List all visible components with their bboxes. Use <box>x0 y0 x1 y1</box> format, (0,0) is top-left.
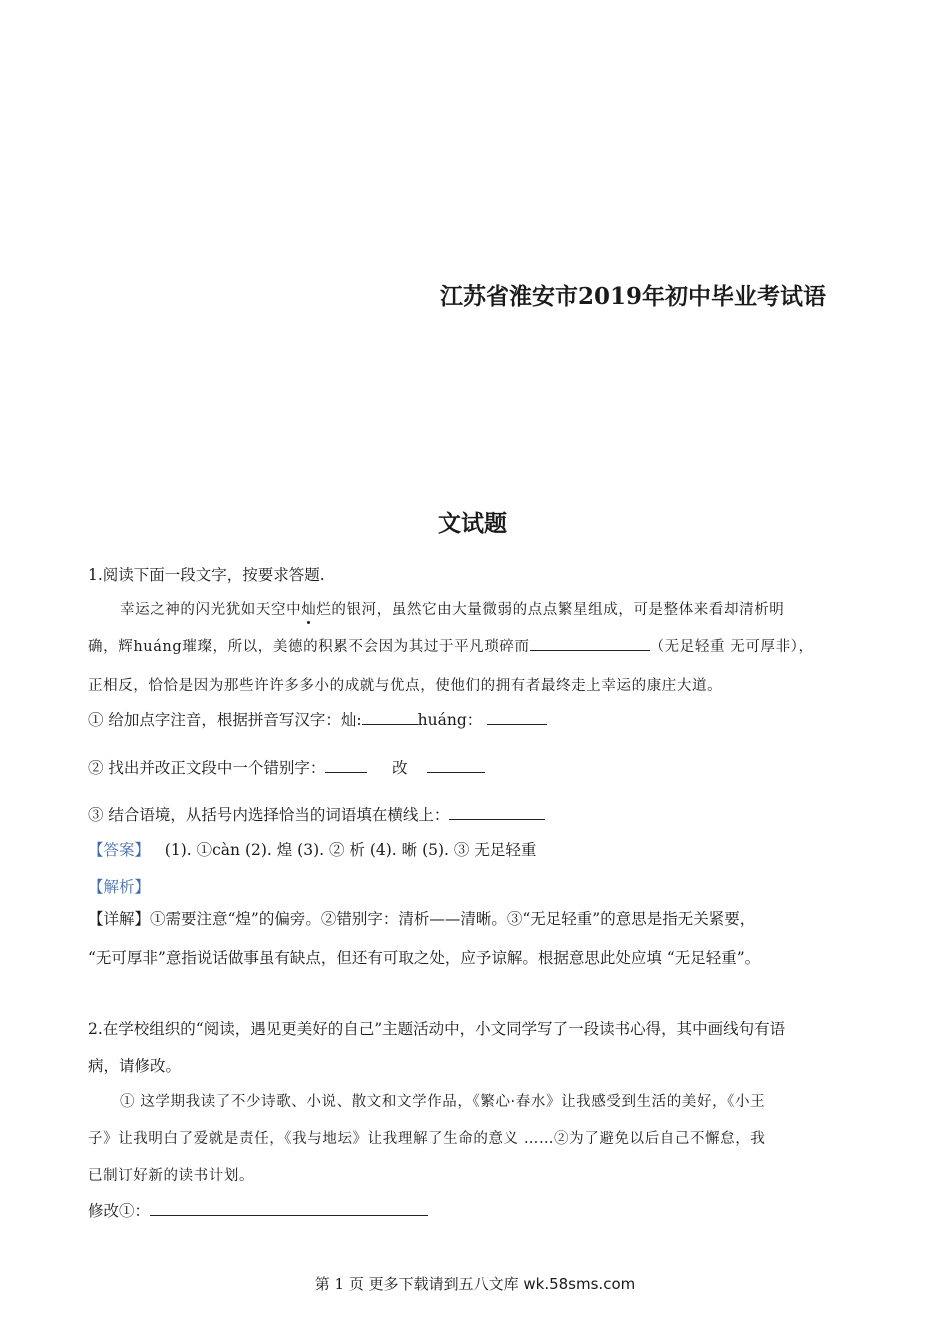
q1-detail-line2: “无可厚非”意指说话做事虽有缺点，但还有可取之处，应予谅解。根据意思此处应填 “无足轻重”。 <box>88 949 761 967</box>
q2-stem-line1: 2.在学校组织的“阅读，遇见更美好的自己”主题活动中，小文同学写了一段读书心得，其中画线句有语 <box>88 1020 786 1038</box>
blank-wrong-char <box>325 758 367 773</box>
blank-huang <box>487 710 547 725</box>
footer-link[interactable]: wk.58sms.com <box>523 1275 636 1293</box>
q1-passage-line3: 正相反，恰恰是因为那些许许多多小的成就与优点，使他们的拥有者最终走上幸运的康庄大道。 <box>88 678 723 694</box>
answer-tag: 【答案】 <box>88 841 151 859</box>
dotted-character: 灿 <box>301 598 316 619</box>
blank-word-choice <box>449 805 545 820</box>
analysis-tag: 【解析】 <box>88 878 151 896</box>
q2-fix-line: 修改①： <box>88 1199 428 1221</box>
q1-stem: 1.阅读下面一段文字，按要求答题. <box>88 566 325 584</box>
q1-answer: 【答案】 (1). ①càn (2). 煌 (3). ② 析 (4). 晰 (5). ③ 无足轻重 <box>88 841 537 859</box>
q1-passage-line2: 确，辉huáng璀璨，所以，美德的积累不会因为其过于平凡琐碎而 （无足轻重 无可厚非）， <box>88 635 814 656</box>
q2-passage-line3: 已制订好新的读书计划。 <box>88 1168 255 1184</box>
document-title-line2: 文试题 <box>438 510 507 537</box>
q1-sub1: ① 给加点字注音，根据拼音写汉字：灿: huáng： <box>88 708 547 730</box>
q1-sub3: ③ 结合语境，从括号内选择恰当的词语填在横线上： <box>88 803 545 825</box>
q2-stem-line2: 病，请修改。 <box>88 1057 182 1075</box>
blank-fix-1 <box>150 1201 428 1216</box>
q1-passage-line1: 幸运之神的闪光犹如天空中灿烂的银河，虽然它由大量微弱的点点繁星组成，可是整体来看却清析明 <box>120 598 784 619</box>
blank-correct-char <box>427 758 485 773</box>
q2-passage-line1: ① 这学期我读了不少诗歌、小说、散文和文学作品，《繁心·春水》让我感受到生活的美好，《小王 <box>120 1094 766 1110</box>
q1-detail-line1: 【详解】①需要注意“煌”的偏旁。②错别字：清析——清晰。③“无足轻重”的意思是指无关紧要， <box>88 910 756 928</box>
blank-can <box>362 710 418 725</box>
document-title-line1: 江苏省淮安市2019年初中毕业考试语 <box>440 283 827 310</box>
q2-passage-line2: 子》让我明白了爱就是责任，《我与地坛》让我理解了生命的意义 ……②为了避免以后自己不懈怠，我 <box>88 1131 766 1147</box>
pinyin-huang: huáng <box>133 639 183 655</box>
q1-passage-blank <box>530 636 650 651</box>
page-footer: 第 1 页 更多下载请到五八文库 wk.58sms.com <box>314 1275 636 1293</box>
q1-sub2: ② 找出并改正文段中一个错别字： 改 <box>88 756 485 778</box>
